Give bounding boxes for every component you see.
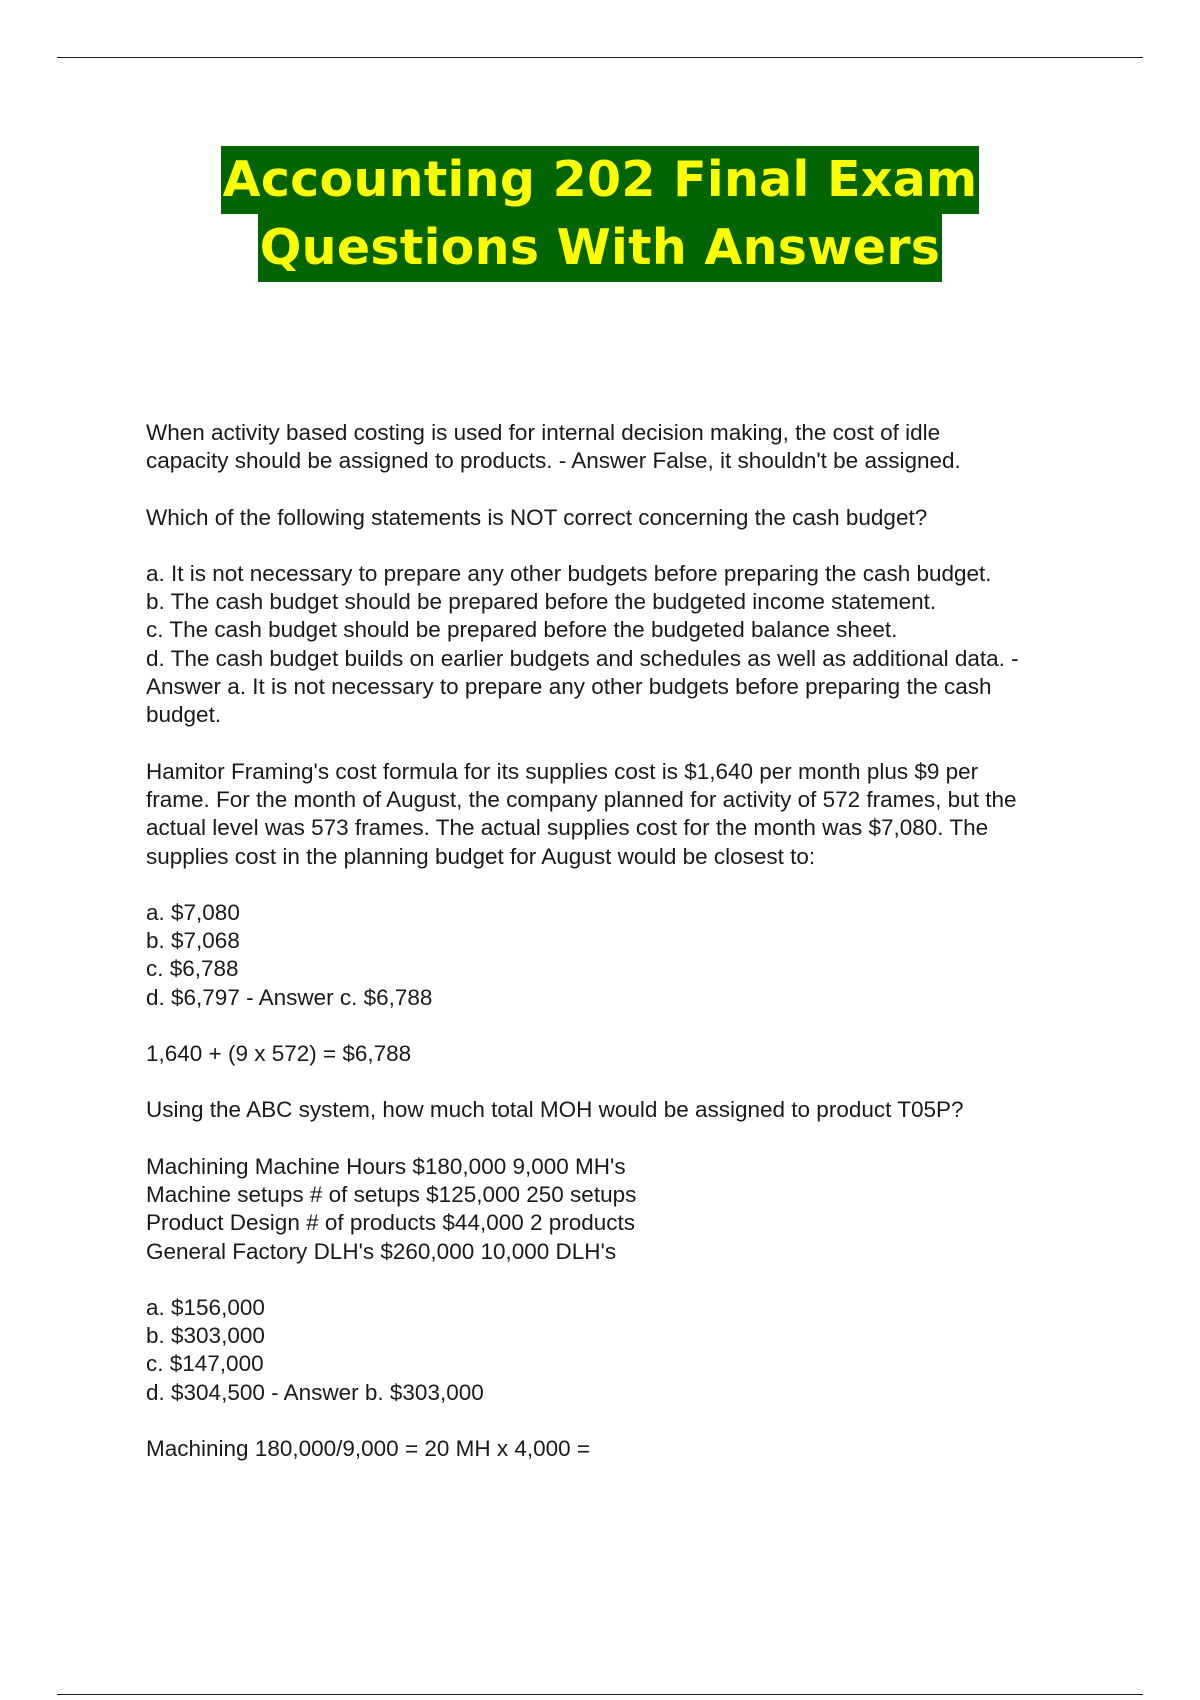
paragraph (146, 1294, 1106, 1407)
text-line: a. It is not necessary to prepare any other budgets before preparing the cash budget. (146, 560, 992, 586)
text-line: b. $303,000 (146, 1323, 265, 1349)
text-line: b. The cash budget should be prepared before the budgeted income statement. (146, 589, 937, 615)
paragraph (146, 1040, 1106, 1068)
text-line: d. The cash budget builds on earlier budgets and schedules as well as additional data. - (146, 645, 1019, 671)
paragraph (146, 1435, 1106, 1463)
top-rule (57, 57, 1143, 58)
text-line: a. $156,000 (146, 1294, 265, 1320)
paragraph (146, 758, 1106, 871)
text-line: Machining Machine Hours $180,000 9,000 MH's (146, 1153, 626, 1179)
text-line: actual level was 573 frames. The actual supplies cost for the month was $7,080. The (146, 815, 989, 841)
text-line: 1,640 + (9 x 572) = $6,788 (146, 1041, 412, 1067)
title-line-1: Accounting 202 Final Exam (221, 146, 980, 214)
text-line: budget. (146, 702, 222, 728)
text-line: c. $147,000 (146, 1351, 264, 1377)
text-line: Hamitor Framing's cost formula for its supplies cost is $1,640 per month plus $9 per (146, 758, 979, 784)
text-line: supplies cost in the planning budget for August would be closest to: (146, 843, 816, 869)
bottom-rule (57, 1694, 1143, 1695)
text-line: Machining 180,000/9,000 = 20 MH x 4,000 = (146, 1436, 591, 1462)
text-line: When activity based costing is used for internal decision making, the cost of idle (146, 420, 941, 445)
text-line: c. $6,788 (146, 956, 239, 982)
paragraph (146, 1153, 1106, 1266)
paragraph (146, 504, 1106, 532)
document-title (0, 146, 1200, 282)
text-line: Which of the following statements is NOT correct concerning the cash budget? (146, 504, 928, 530)
text-line: frame. For the month of August, the company planned for activity of 572 frames, but the (146, 786, 1017, 812)
text-line: d. $6,797 - Answer c. $6,788 (146, 984, 433, 1010)
paragraph (146, 419, 1106, 476)
document-body (146, 419, 1106, 1491)
text-line: b. $7,068 (146, 928, 240, 954)
text-line: d. $304,500 - Answer b. $303,000 (146, 1379, 484, 1405)
text-line: Product Design # of products $44,000 2 products (146, 1210, 636, 1236)
title-line-2: Questions With Answers (258, 214, 943, 282)
text-line: Answer a. It is not necessary to prepare any other budgets before preparing the cash (146, 674, 992, 700)
text-line: c. The cash budget should be prepared before the budgeted balance sheet. (146, 617, 898, 643)
text-line: General Factory DLH's $260,000 10,000 DLH's (146, 1238, 617, 1264)
paragraph (146, 560, 1106, 730)
paragraph (146, 899, 1106, 1012)
text-line: Using the ABC system, how much total MOH would be assigned to product T05P? (146, 1097, 964, 1123)
text-line: Machine setups # of setups $125,000 250 setups (146, 1181, 637, 1207)
text-line: capacity should be assigned to products. - Answer False, it shouldn't be assigned. (146, 448, 961, 474)
text-line: a. $7,080 (146, 899, 240, 925)
paragraph (146, 1096, 1106, 1124)
